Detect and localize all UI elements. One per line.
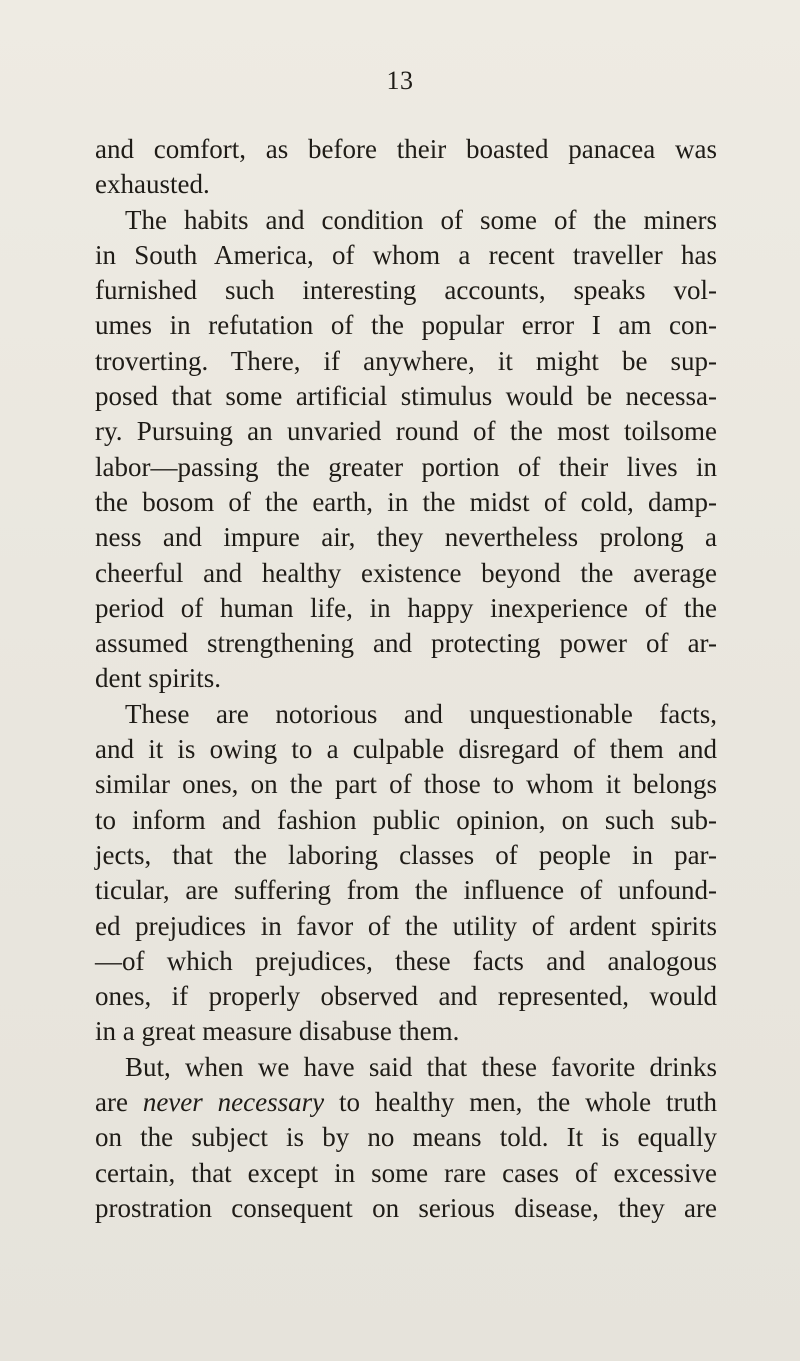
text-line: certain, that except in some rare cases of excessive [95, 1157, 717, 1188]
text-line: furnished such interesting accounts, speaks vol- [95, 275, 717, 306]
text-line: troverting. There, if anywhere, it might be sup- [95, 345, 717, 376]
text-line: cheerful and healthy existence beyond the average [95, 557, 717, 588]
text-line: exhausted. [95, 169, 210, 200]
text-line: in South America, of whom a recent traveller has [95, 239, 717, 270]
text-line: and comfort, as before their boasted panacea was [95, 134, 717, 164]
text-line: umes in refutation of the popular error I am con- [95, 310, 717, 341]
text-line: ry. Pursuing an unvaried round of the most toilsome [95, 416, 717, 447]
text-line [95, 1085, 717, 1120]
text-line: ed prejudices in favor of the utility of ardent spirits [95, 910, 717, 941]
text-line: to inform and fashion public opinion, on such sub- [95, 804, 717, 835]
text-line: jects, that the laboring classes of people in par- [95, 839, 717, 870]
text-line: prostration consequent on serious disease, they are [95, 1192, 717, 1223]
text-line: —of which prejudices, these facts and analogous [95, 945, 717, 976]
text-line: dent spirits. [95, 663, 221, 694]
text-line: posed that some artificial stimulus would be necessa- [95, 381, 717, 412]
text-run: to healthy men, the whole truth [324, 1087, 717, 1118]
text-line: assumed strengthening and protecting power of ar- [95, 628, 717, 659]
page-number: 13 [386, 66, 414, 95]
text-line: and it is owing to a culpable disregard of them and [95, 734, 717, 765]
text-line: These are notorious and unquestionable facts, [125, 698, 717, 729]
text-line: The habits and condition of some of the miners [125, 204, 717, 235]
text-line: ness and impure air, they nevertheless prolong a [95, 522, 717, 553]
text-line: ticular, are suffering from the influence of unfound- [95, 875, 717, 906]
text-line: similar ones, on the part of those to whom it belongs [95, 769, 717, 800]
text-line: the bosom of the earth, in the midst of cold, damp- [95, 486, 717, 517]
text-line: ones, if properly observed and represented, would [95, 981, 717, 1012]
emphasis-text: never necessary [142, 1087, 325, 1118]
text-line: period of human life, in happy inexperience of the [95, 592, 717, 623]
text-line: on the subject is by no means told. It is equally [95, 1122, 717, 1153]
text-line: labor—passing the greater portion of their lives in [95, 451, 717, 482]
body-text [95, 132, 717, 1226]
text-line: But, when we have said that these favorite drinks [125, 1051, 717, 1082]
text-run: are [95, 1087, 143, 1118]
text-line: in a great measure disabuse them. [95, 1016, 460, 1047]
